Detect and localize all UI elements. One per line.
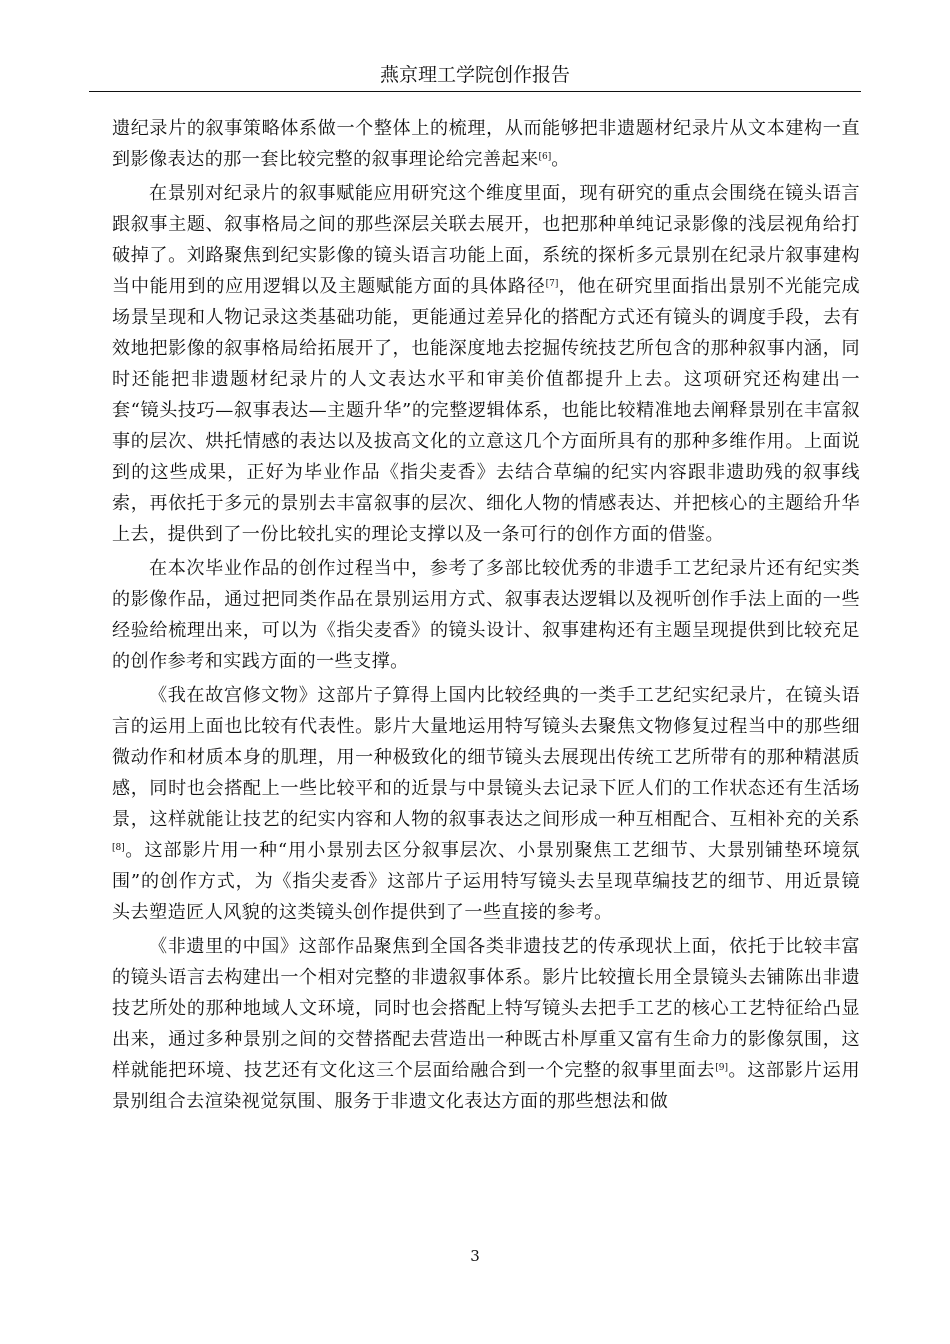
paragraph-palace-museum-film	[112, 680, 860, 928]
paragraph-text: 遗纪录片的叙事策略体系做一个整体上的梳理，从而能够把非遗题材纪录片从文本建构一直到影像表达的那一套比较完整的叙事理论给完善起来	[112, 118, 860, 170]
citation-8: [8]	[112, 843, 125, 853]
paragraph-scale-research	[112, 178, 860, 550]
paragraph-text: 《我在故宫修文物》这部片子算得上国内比较经典的一类手工艺纪实纪录片，在镜头语言的运用上面也比较有代表性。影片大量地运用特写镜头去聚焦文物修复过程当中的那些细微动作和材质本身的肌理，用一种极致化的细节镜头去展现出传统工艺所带有的那种精湛质感，同时也会搭配上一些比较平和的近景与中景镜头去记录下匠人们的工作状态还有生活场景，这样就能让技艺的纪实内容和人物的叙事表达之间形成一种互相配合、互相补充的关系	[112, 685, 860, 830]
paragraph-references-overview	[112, 553, 860, 677]
paragraph-tail: 。	[551, 149, 570, 170]
citation-7: [7]	[545, 279, 559, 289]
paragraph-tail: 。这部影片运用景别组合去渲染视觉氛围、服务于非遗文化表达方面的那些想法和做	[112, 1060, 860, 1112]
page-header-title: 燕京理工学院创作报告	[379, 64, 570, 86]
paragraph-tail: 。这部影片用一种“用小景别去区分叙事层次、小景别聚焦工艺细节、大景别铺垫环境氛围”的创作方式，为《指尖麦香》这部片子运用特写镜头去呈现草编技艺的细节、用近景镜头去塑造匠人风貌的这类镜头创作提供到了一些直接的参考。	[112, 840, 860, 923]
citation-6: [6]	[538, 152, 552, 162]
paragraph-text: 在景别对纪录片的叙事赋能应用研究这个维度里面，现有研究的重点会围绕在镜头语言跟叙事主题、叙事格局之间的那些深层关联去展开，也把那种单纯记录影像的浅层视角给打破掉了。刘路聚焦到纪实影像的镜头语言功能上面，系统的探析多元景别在纪录片叙事建构当中能用到的应用逻辑以及主题赋能方面的具体路径	[112, 183, 860, 297]
paragraph-text: 《非遗里的中国》这部作品聚焦到全国各类非遗技艺的传承现状上面，依托于比较丰富的镜头语言去构建出一个相对完整的非遗叙事体系。影片比较擅长用全景镜头去铺陈出非遗技艺所处的那种地域人文环境，同时也会搭配上特写镜头去把手工艺的核心工艺特征给凸显出来，通过多种景别之间的交替搭配去营造出一种既古朴厚重又富有生命力的影像氛围，这样就能把环境、技艺还有文化这三个层面给融合到一个完整的叙事里面去	[112, 936, 860, 1081]
paragraph-tail: ，他在研究里面指出景别不光能完成场景呈现和人物记录这类基础功能，更能通过差异化的搭配方式还有镜头的调度手段，去有效地把影像的叙事格局给拓展开了，也能深度地去挖掘传统技艺所包含的那种叙事内涵，同时还能把非遗题材纪录片的人文表达水平和审美价值都提升上去。这项研究还构建出一套“镜头技巧—叙事表达—主题升华”的完整逻辑体系，也能比较精准地去阐释景别在丰富叙事的层次、烘托情感的表达以及拔高文化的立意这几个方面所具有的那种多维作用。上面说到的这些成果，正好为毕业作品《指尖麦香》去结合草编的纪实内容跟非遗助残的叙事线索，再依托于多元的景别去丰富叙事的层次、细化人物的情感表达、并把核心的主题给升华上去，提供到了一份比较扎实的理论支撑以及一条可行的创作方面的借鉴。	[112, 276, 860, 545]
body-text	[112, 113, 860, 1117]
citation-9: [9]	[715, 1063, 729, 1073]
page-number: 3	[470, 1247, 480, 1265]
paragraph-continuation	[112, 113, 860, 175]
paragraph-heritage-china-film	[112, 931, 860, 1117]
paragraph-text: 在本次毕业作品的创作过程当中，参考了多部比较优秀的非遗手工艺纪录片还有纪实类的影像作品，通过把同类作品在景别运用方式、叙事表达逻辑以及视听创作手法上面的一些经验给梳理出来，可以为《指尖麦香》的镜头设计、叙事建构还有主题呈现提供到比较充足的创作参考和实践方面的一些支撑。	[112, 558, 860, 672]
header-divider	[89, 91, 861, 92]
